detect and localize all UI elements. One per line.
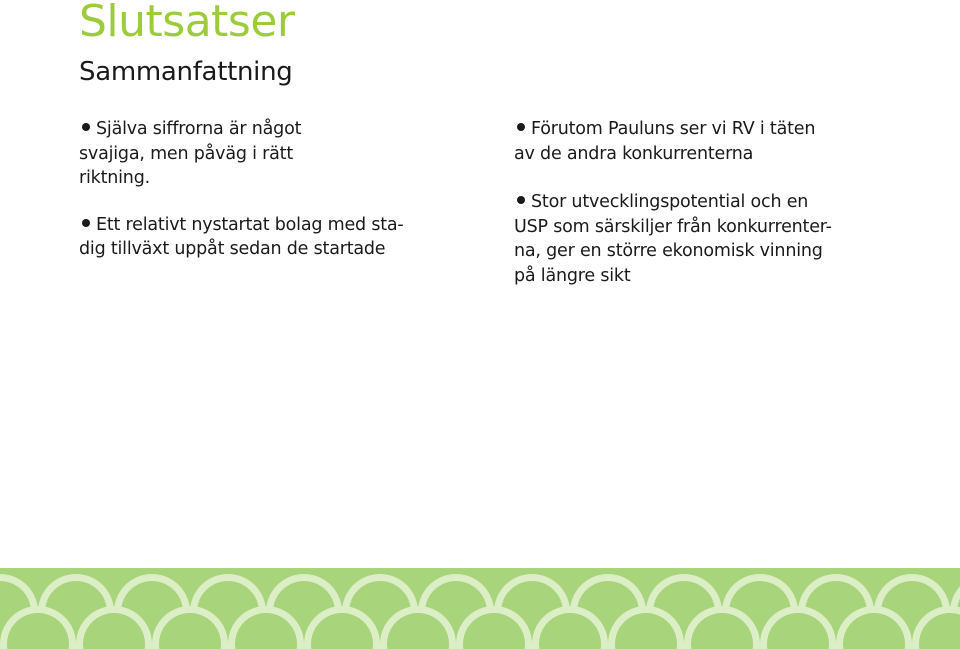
bullet-item [514,190,934,288]
slide-title: Slutsatser [79,0,295,47]
bullet-dot-icon [517,196,525,204]
bullet-item [79,213,459,262]
bullet-item [79,117,459,191]
bullet-dot-icon [517,123,525,131]
bullet-text: Förutom Pauluns ser vi RV i täten av de andra konkurrenterna [514,119,816,164]
bullet-item [514,117,934,166]
bullet-text: Stor utvecklingspotential och en USP som särskiljer från konkurrenter- na, ger en större ekonomisk vinning på längre sikt [514,192,832,286]
left-bullet-column [79,117,459,286]
scale-pattern-graphic [0,568,960,649]
bullet-text: Ett relativt nystartat bolag med sta- dig tillväxt uppåt sedan de startade [79,214,404,259]
bullet-text: Själva siffrorna är något svajiga, men påväg i rätt riktning. [79,119,302,188]
slide-subtitle: Sammanfattning [79,57,293,87]
bullet-dot-icon [82,219,90,227]
decorative-scale-pattern [0,568,960,649]
bullet-dot-icon [82,123,90,131]
right-bullet-column [514,117,934,312]
